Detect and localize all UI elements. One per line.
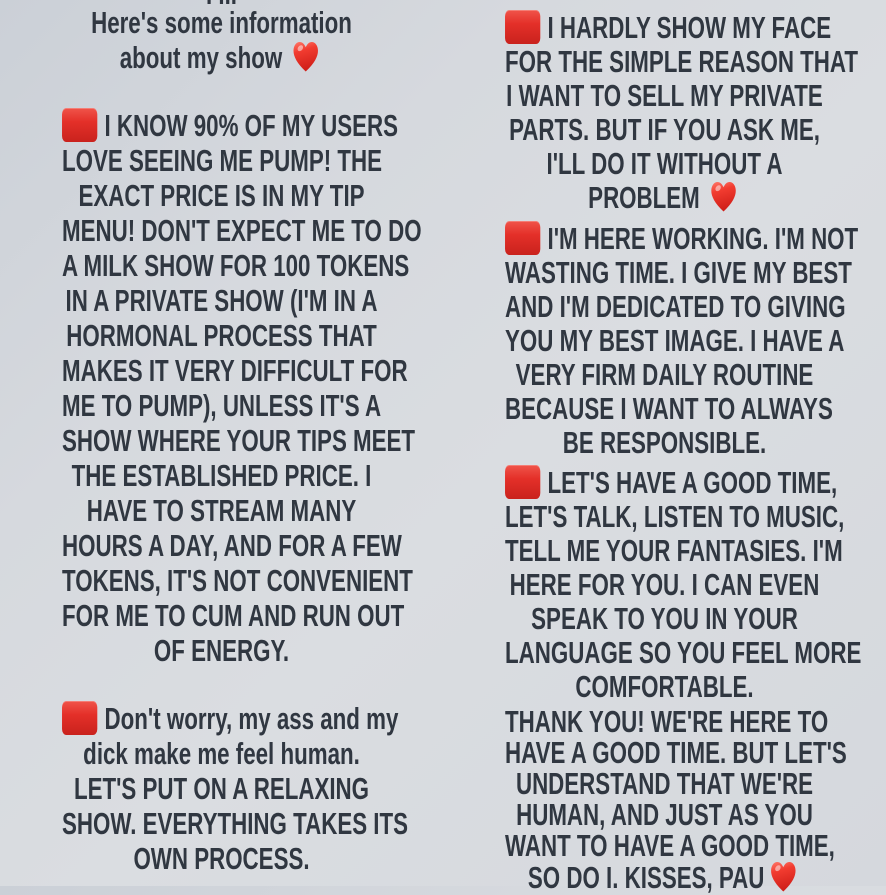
text-line — [505, 181, 824, 215]
text-line — [62, 40, 381, 75]
text-line: LET'S TALK, LISTEN TO MUSIC, — [505, 499, 845, 534]
text-line — [505, 221, 859, 256]
red-square-icon — [505, 10, 540, 44]
text-line — [62, 108, 399, 143]
intro-paragraph — [0, 5, 443, 75]
text-line: OF ENERGY. — [153, 633, 290, 668]
red-heart-icon — [288, 41, 323, 73]
text-line: OWN PROCESS. — [133, 841, 310, 876]
text-line: YOU MY BEST IMAGE. I HAVE A — [505, 323, 845, 358]
text-line: MENU! DON'T EXPECT ME TO DO — [62, 213, 422, 248]
text-line: TOKENS, IT'S NOT CONVENIENT — [62, 563, 413, 598]
text-line: HAVE A GOOD TIME. BUT LET'S — [505, 735, 847, 770]
text-line: VERY FIRM DAILY ROUTINE — [515, 357, 814, 392]
text-line: TELL ME YOUR FANTASIES. I'M — [505, 533, 843, 568]
red-square-icon — [505, 465, 540, 499]
text-line: I WANT TO SELL MY PRIVATE — [506, 78, 823, 113]
text-line: HUMAN, AND JUST AS YOU — [516, 797, 813, 832]
text-line: HERE FOR YOU. I CAN EVEN — [509, 567, 820, 602]
paragraph-line-text: PROBLEM — [588, 180, 700, 215]
text-line: dick make me feel human. — [83, 736, 360, 771]
text-line: BE RESPONSIBLE. — [562, 425, 767, 460]
text-line: HAVE TO STREAM MANY — [86, 493, 357, 528]
text-line: A MILK SHOW FOR 100 TOKENS — [62, 248, 410, 283]
left-column — [0, 0, 443, 886]
text-line: UNDERSTAND THAT WE'RE — [515, 766, 814, 801]
text-line: LOVE SEEING ME PUMP! THE — [62, 143, 382, 178]
paragraph-line-text: SO DO I. KISSES, PAU — [527, 860, 765, 895]
red-square-icon — [505, 221, 540, 255]
paragraph-line-text: I KNOW 90% OF MY USERS — [104, 108, 399, 143]
red-heart-icon — [706, 181, 741, 213]
red-square-icon — [62, 701, 97, 735]
right-column — [443, 0, 886, 895]
paragraph-good-time — [443, 465, 886, 704]
intro-line2-text: about my show — [119, 40, 283, 75]
text-line — [505, 10, 832, 45]
text-line: FOR THE SIMPLE REASON THAT — [505, 44, 859, 79]
text-line: SPEAK TO YOU IN YOUR — [531, 601, 798, 636]
text-line: WANT TO HAVE A GOOD TIME, — [505, 828, 835, 863]
text-line: FOR ME TO CUM AND RUN OUT — [62, 598, 405, 633]
text-line: LANGUAGE SO YOU FEEL MORE — [505, 635, 862, 670]
text-line: HORMONAL PROCESS THAT — [66, 318, 377, 353]
text-line — [62, 701, 399, 736]
paragraph-thank-you — [443, 706, 886, 893]
red-heart-icon — [766, 861, 801, 893]
paragraph-show-face — [443, 10, 886, 215]
text-line: PARTS. BUT IF YOU ASK ME, — [509, 112, 820, 147]
text-line: SHOW WHERE YOUR TIPS MEET — [62, 423, 416, 458]
red-square-icon — [62, 108, 97, 142]
text-line: SHOW. EVERYTHING TAKES ITS — [62, 806, 409, 841]
text-line: ME TO PUMP), UNLESS IT'S A — [62, 388, 382, 423]
text-line — [505, 861, 824, 893]
text-line — [505, 465, 838, 500]
text-line: THE ESTABLISHED PRICE. I — [71, 458, 372, 493]
text-line: HOURS A DAY, AND FOR A FEW — [62, 528, 402, 563]
text-line: I'LL DO IT WITHOUT A — [546, 146, 783, 181]
text-line: AND I'M DEDICATED TO GIVING — [505, 289, 846, 324]
paragraph-here-working — [443, 221, 886, 460]
text-line: COMFORTABLE. — [575, 669, 754, 704]
text-line: WASTING TIME. I GIVE MY BEST — [505, 255, 852, 290]
paragraph-line-text: I HARDLY SHOW MY FACE — [547, 10, 832, 45]
text-line: LET'S PUT ON A RELAXING — [73, 771, 370, 806]
text-line: EXACT PRICE IS IN MY TIP — [78, 178, 365, 213]
text-line: MAKES IT VERY DIFFICULT FOR — [62, 353, 408, 388]
text-line: BECAUSE I WANT TO ALWAYS — [505, 391, 833, 426]
text-line: IN A PRIVATE SHOW (I'M IN A — [65, 283, 378, 318]
paragraph-pump-show — [0, 108, 443, 668]
text-line: Here's some information — [91, 5, 352, 40]
paragraph-line-text: I'M HERE WORKING. I'M NOT — [547, 221, 859, 256]
paragraph-relaxing-show — [0, 701, 443, 876]
text-line: THANK YOU! WE'RE HERE TO — [505, 704, 829, 739]
paragraph-line-text: LET'S HAVE A GOOD TIME, — [547, 465, 838, 500]
paragraph-line-text: Don't worry, my ass and my — [104, 701, 399, 736]
